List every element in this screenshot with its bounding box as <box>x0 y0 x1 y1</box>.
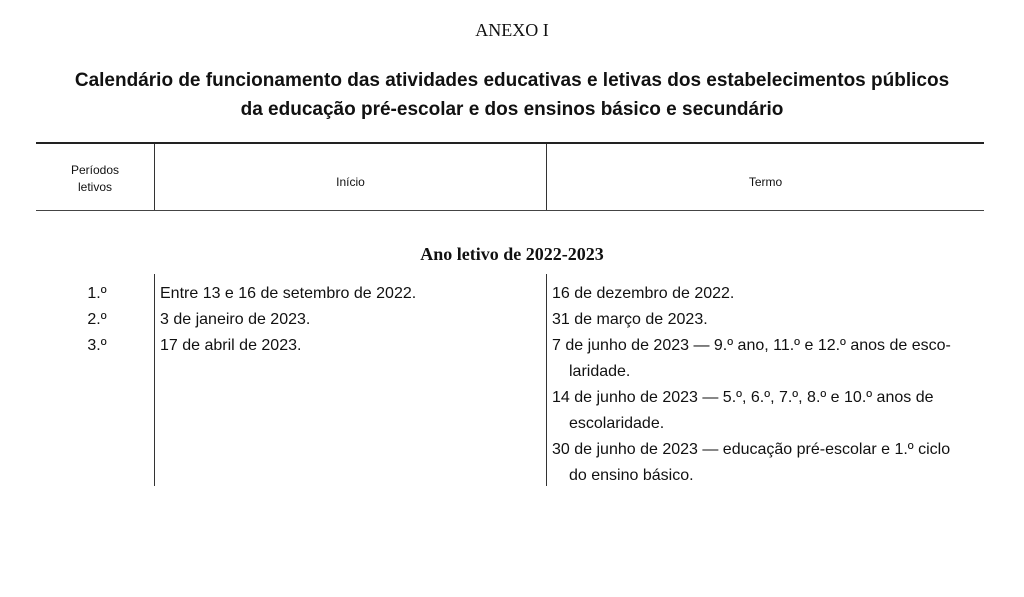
end-item-line-2: escolaridade. <box>569 415 665 432</box>
page-title <box>0 66 1024 124</box>
annex-label: ANEXO I <box>475 20 549 40</box>
end-item-line-1: 14 de junho de 2023 — 5.º, 6.º, 7.º, 8.º e 10.º anos de <box>552 389 934 406</box>
period-cell: 3.º <box>87 337 107 354</box>
end-item-line-2: laridade. <box>569 363 631 380</box>
start-cell: 3 de janeiro de 2023. <box>160 311 311 328</box>
end-item-line-1: 7 de junho de 2023 — 9.º ano, 11.º e 12.º anos de esco- <box>552 337 951 354</box>
end-item-line-2: do ensino básico. <box>569 467 694 484</box>
end-cell: 16 de dezembro de 2022. <box>552 285 735 302</box>
header-bottom-rule <box>36 210 984 211</box>
header-periods-line-1: Períodos <box>70 163 120 177</box>
end-item <box>552 385 990 437</box>
body-divider-2 <box>546 274 547 486</box>
title-line-1: Calendário de funcionamento das atividades educativas e letivas dos estabelecimentos públicos <box>74 70 950 91</box>
start-cell: 17 de abril de 2023. <box>160 337 302 354</box>
end-item-line-1: 30 de junho de 2023 — educação pré-escolar e 1.º ciclo <box>552 441 951 458</box>
end-cell: 31 de março de 2023. <box>552 311 708 328</box>
header-end: Termo <box>748 175 783 189</box>
end-item <box>552 437 990 489</box>
start-cell: Entre 13 e 16 de setembro de 2022. <box>160 285 417 302</box>
header-periods <box>52 162 138 196</box>
end-item <box>552 333 990 385</box>
header-start: Início <box>336 175 365 189</box>
table-top-rule <box>36 142 984 144</box>
school-year-label: Ano letivo de 2022-2023 <box>420 244 604 264</box>
header-periods-line-2: letivos <box>77 180 112 194</box>
body-divider-1 <box>154 274 155 486</box>
title-line-2: da educação pré-escolar e dos ensinos básico e secundário <box>240 99 784 120</box>
period-cell: 1.º <box>87 285 107 302</box>
period-cell: 2.º <box>87 311 107 328</box>
